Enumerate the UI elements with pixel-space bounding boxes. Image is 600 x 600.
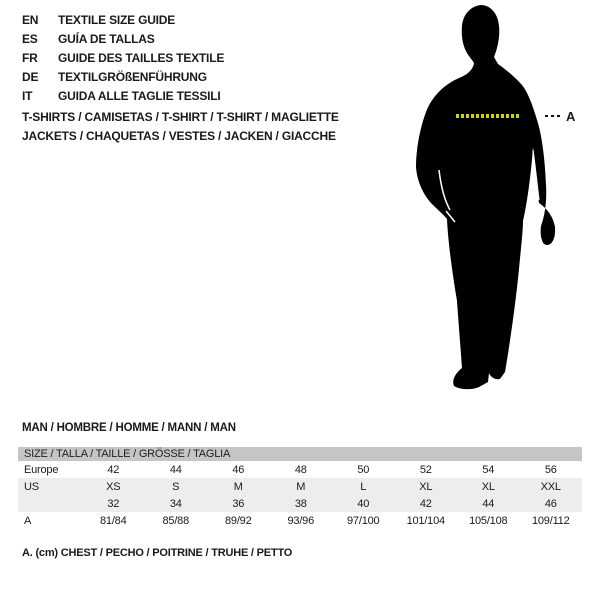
category-line-jackets: JACKETS / CHAQUETAS / VESTES / JACKEN / GIACCHE bbox=[22, 129, 336, 143]
category-line-tshirts: T-SHIRTS / CAMISETAS / T-SHIRT / T-SHIRT / MAGLIETTE bbox=[22, 110, 339, 124]
language-label: GUÍA DE TALLAS bbox=[58, 31, 155, 46]
table-cell: 56 bbox=[544, 463, 557, 476]
table-cell: 42 bbox=[419, 497, 432, 510]
row-label bbox=[18, 495, 82, 512]
table-cell: XL bbox=[481, 480, 495, 493]
table-cell: 50 bbox=[357, 463, 370, 476]
table-cell: 97/100 bbox=[347, 514, 380, 527]
table-cell: 109/112 bbox=[531, 514, 570, 527]
table-cell: 89/92 bbox=[224, 514, 252, 527]
language-label: TEXTILGRÖßENFÜHRUNG bbox=[58, 69, 207, 84]
table-row-numeric bbox=[18, 495, 582, 512]
measure-label-a: A bbox=[566, 109, 576, 124]
row-label: Europe bbox=[24, 463, 59, 476]
table-cell: XL bbox=[419, 480, 433, 493]
language-row-en bbox=[22, 10, 224, 29]
language-row-de bbox=[22, 67, 224, 86]
table-cell: 48 bbox=[294, 463, 307, 476]
language-code: IT bbox=[22, 88, 33, 103]
table-cell: 46 bbox=[544, 497, 557, 510]
footnote-chest: A. (cm) CHEST / PECHO / POITRINE / TRUHE / PETTO bbox=[22, 547, 293, 559]
table-cell: XXL bbox=[540, 480, 561, 493]
table-row-us bbox=[18, 478, 582, 495]
table-row-chest-a bbox=[18, 512, 582, 529]
table-cell: S bbox=[172, 480, 180, 493]
language-label: GUIDE DES TAILLES TEXTILE bbox=[58, 50, 225, 65]
man-silhouette-figure bbox=[415, 5, 595, 397]
table-cell: M bbox=[233, 480, 243, 493]
table-cell: 54 bbox=[482, 463, 495, 476]
category-block bbox=[22, 108, 339, 146]
table-cell: 93/96 bbox=[287, 514, 315, 527]
table-cell: 85/88 bbox=[162, 514, 190, 527]
table-cell: 46 bbox=[232, 463, 245, 476]
section-title-man: MAN / HOMBRE / HOMME / MANN / MAN bbox=[22, 422, 236, 434]
table-cell: 32 bbox=[107, 497, 120, 510]
language-code: FR bbox=[22, 50, 38, 65]
table-cell: 44 bbox=[482, 497, 495, 510]
row-label: A bbox=[24, 514, 32, 527]
language-label: TEXTILE SIZE GUIDE bbox=[58, 12, 176, 27]
language-code: ES bbox=[22, 31, 38, 46]
language-code: DE bbox=[22, 69, 39, 84]
table-cell: 38 bbox=[294, 497, 307, 510]
language-label: GUIDA ALLE TAGLIE TESSILI bbox=[58, 88, 221, 103]
man-silhouette-shape bbox=[416, 5, 555, 389]
table-cell: 105/108 bbox=[469, 514, 508, 527]
row-label: US bbox=[24, 480, 39, 493]
size-table-header: SIZE / TALLA / TAILLE / GRÖSSE / TAGLIA bbox=[18, 447, 582, 461]
man-silhouette-svg bbox=[415, 5, 595, 397]
language-list bbox=[22, 10, 224, 105]
table-cell: 44 bbox=[169, 463, 182, 476]
table-cell: M bbox=[296, 480, 306, 493]
table-cell: 81/84 bbox=[99, 514, 127, 527]
table-cell: XS bbox=[106, 480, 121, 493]
language-row-fr bbox=[22, 48, 224, 67]
language-row-it bbox=[22, 86, 224, 105]
size-table bbox=[18, 447, 582, 529]
table-cell: 34 bbox=[169, 497, 182, 510]
table-cell: 40 bbox=[357, 497, 370, 510]
table-cell: 52 bbox=[419, 463, 432, 476]
table-row-europe bbox=[18, 461, 582, 478]
table-cell: 36 bbox=[232, 497, 245, 510]
table-cell: 101/104 bbox=[406, 514, 445, 527]
language-code: EN bbox=[22, 12, 39, 27]
table-cell: L bbox=[360, 480, 367, 493]
table-cell: 42 bbox=[107, 463, 120, 476]
language-row-es bbox=[22, 29, 224, 48]
